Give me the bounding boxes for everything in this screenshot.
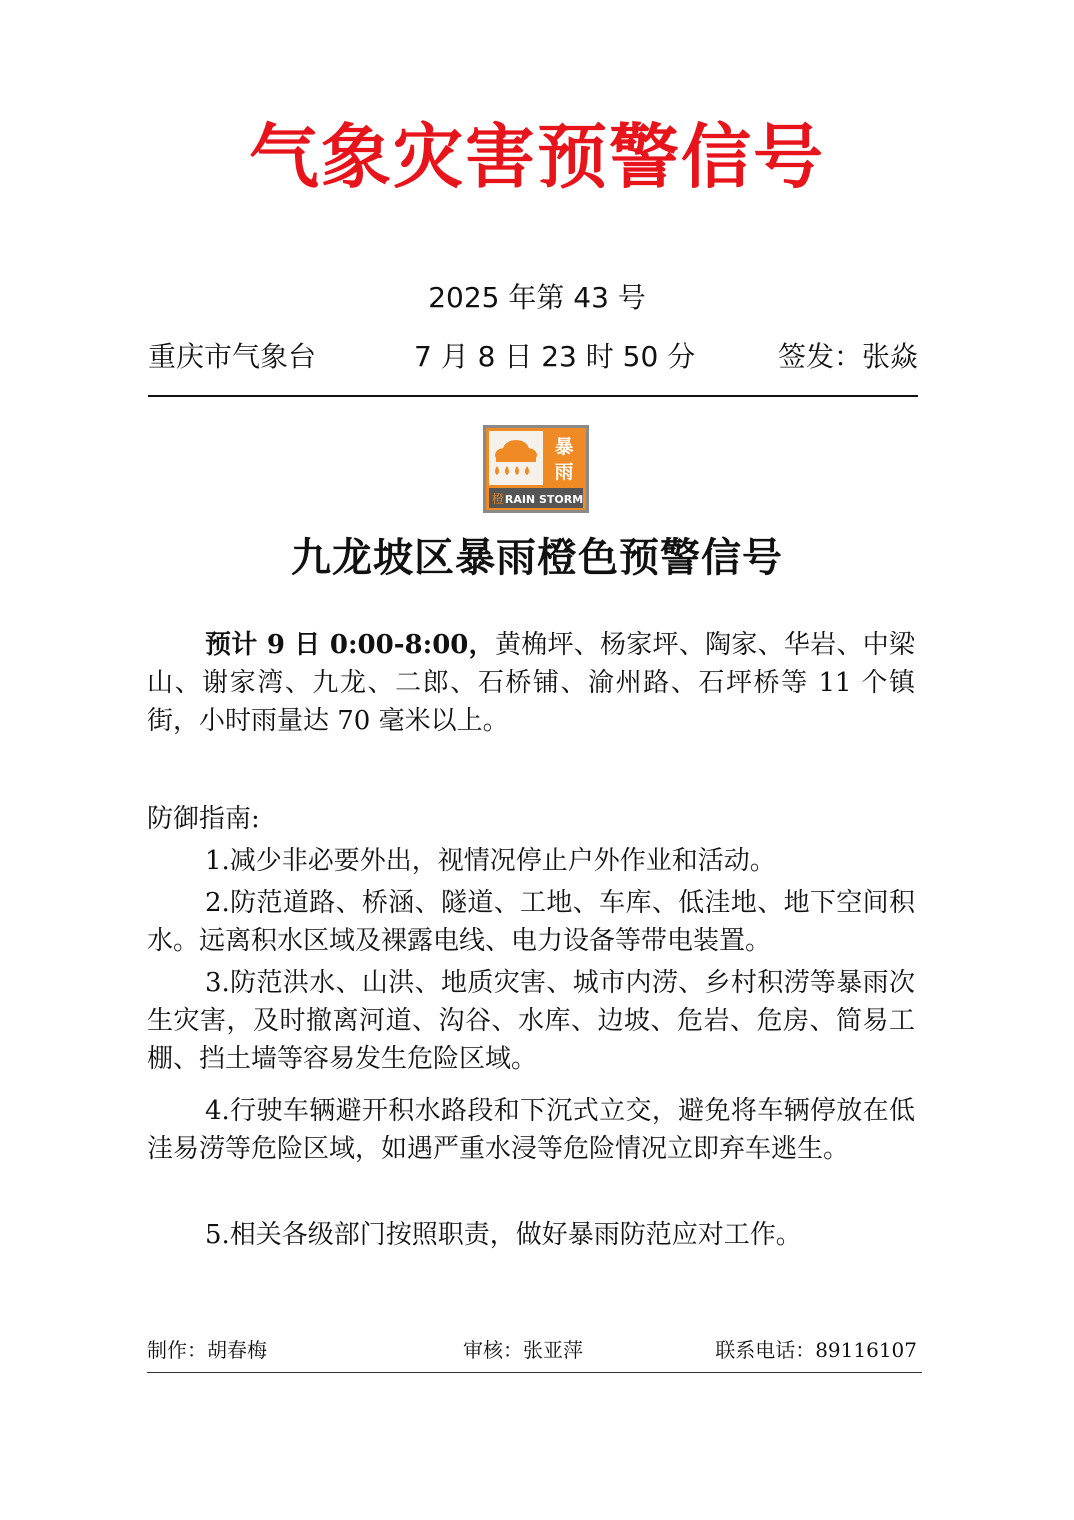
guidance-item: 3.防范洪水、山洪、地质灾害、城市内涝、乡村积涝等暴雨次生灾害，及时撤离河道、沟谷、水库、边坡、危岩、危房、简易工棚、挡土墙等容易发生危险区域。 xyxy=(147,968,915,1074)
issuer: 重庆市气象台 xyxy=(148,340,317,373)
warning-title: 九龙坡区暴雨橙色预警信号 xyxy=(291,534,783,581)
guidance-heading: 防御指南: xyxy=(147,804,260,834)
rainstorm-orange-warning-icon xyxy=(482,424,590,514)
issue-number: 2025 年第 43 号 xyxy=(428,281,646,314)
signer: 签发：张焱 xyxy=(777,340,918,373)
footer-row xyxy=(147,1336,917,1364)
guidance-item: 4.行驶车辆避开积水路段和下沉式立交，避免将车辆停放在低洼易涝等危险区域，如遇严重水浸等危险情况立即弃车逃生。 xyxy=(147,1096,915,1164)
guidance-item: 2.防范道路、桥涵、隧道、工地、车库、低洼地、地下空间积水。远离积水区域及裸露电线、电力设备等带电装置。 xyxy=(147,888,915,956)
icon-small-char: 橙 xyxy=(491,492,505,506)
header-meta-row xyxy=(148,337,918,377)
guidance-item: 1.减少非必要外出，视情况停止户外作业和活动。 xyxy=(205,846,776,876)
forecast-body: 黄桷坪、杨家坪、陶家、华岩、中梁山、谢家湾、九龙、二郎、石桥铺、渝州路、石坪桥等 11 个镇街，小时雨量达 70 毫米以上。 xyxy=(147,630,915,736)
header-divider xyxy=(148,395,918,397)
icon-char-2: 雨 xyxy=(554,461,574,483)
footer-phone: 联系电话：89116107 xyxy=(715,1338,917,1362)
document-banner-title: 气象灾害预警信号 xyxy=(249,115,825,198)
footer-maker: 制作：胡春梅 xyxy=(147,1338,267,1362)
forecast-lead: 预计 9 日 0:00-8:00， xyxy=(205,630,495,660)
forecast-paragraph xyxy=(147,626,915,740)
footer-divider xyxy=(147,1372,922,1373)
footer-reviewer: 审核：张亚萍 xyxy=(463,1338,583,1362)
icon-caption: RAIN STORM xyxy=(504,493,584,506)
guidance-item: 5.相关各级部门按照职责，做好暴雨防范应对工作。 xyxy=(205,1220,802,1250)
issue-time: 7 月 8 日 23 时 50 分 xyxy=(414,340,696,373)
icon-char-1: 暴 xyxy=(554,436,574,458)
